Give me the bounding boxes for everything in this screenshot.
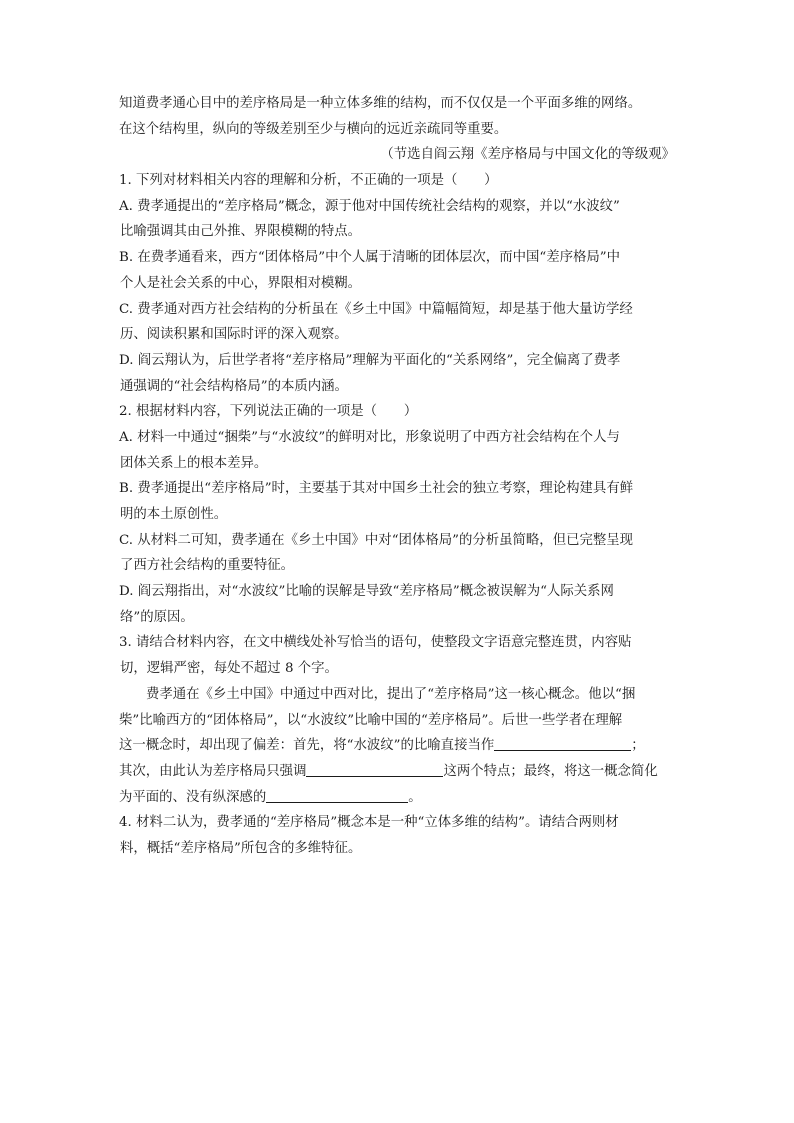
exam-page: [119, 91, 675, 862]
question-1-option-d: D. 阎云翔认为，后世学者将“差序格局”理解为平面化的“关系网络”，完全偏离了费孝: [119, 352, 621, 368]
question-2-option-b: B. 费孝通提出“差序格局”时，主要基于其对中国乡土社会的独立考察，理论构建具有鲜: [119, 481, 634, 497]
passage-text: 这一概念时，却出现了偏差：首先，将“水波纹”的比喻直接当作: [119, 738, 495, 754]
question-1-option-a: A. 费孝通提出的“差序格局”概念，源于他对中国传统社会结构的观察，并以“水波纹”: [119, 198, 620, 214]
question-3-passage-line-1: 费孝通在《乡土中国》中通过中西对比，提出了“差序格局”这一核心概念。他以“捆: [146, 686, 636, 702]
question-2-option-d: D. 阎云翔指出，对“水波纹”比喻的误解是导致“差序格局”概念被误解为“人际关系网: [119, 584, 614, 600]
intro-line-2: 在这个结构里，纵向的等级差别至少与横向的远近亲疏同等重要。: [119, 121, 508, 137]
passage-punct: 。: [408, 789, 422, 805]
question-4-stem: 4. 材料二认为，费孝通的“差序格局”概念本是一种“立体多维的结构”。请结合两则材: [119, 815, 619, 831]
question-2-option-c: C. 从材料二可知，费孝通在《乡土中国》中对“团体格局”的分析虽简略，但已完整呈现: [119, 532, 634, 548]
question-2-option-c-cont: 了西方社会结构的重要特征。: [120, 558, 295, 574]
passage-punct: ；: [631, 738, 645, 754]
passage-text: 其次，由此认为差序格局只强调: [119, 763, 307, 779]
passage-text: 这两个特点；最终，将这一概念简化: [443, 763, 658, 779]
passage-text: 为平面的、没有纵深感的: [119, 789, 267, 805]
question-1-stem: 1. 下列对材料相关内容的理解和分析，不正确的一项是（ ）: [119, 173, 498, 189]
question-2-option-b-cont: 明的本土原创性。: [120, 507, 228, 522]
question-1-option-b-cont: 个人是社会关系的中心，界限相对模糊。: [120, 275, 362, 291]
question-1-option-d-cont: 通强调的“社会结构格局”的本质内涵。: [120, 378, 348, 394]
question-1-option-b: B. 在费孝通看来，西方“团体格局”中个人属于清晰的团体层次，而中国“差序格局”中: [119, 250, 621, 266]
question-1-option-a-cont: 比喻强调其由己外推、界限模糊的特点。: [120, 224, 362, 240]
question-3-stem: 3. 请结合材料内容，在文中横线处补写恰当的语句，使整段文字语意完整连贯，内容贴: [119, 635, 632, 651]
question-3-passage-line-5: [119, 785, 675, 811]
question-2-option-d-cont: 络”的原因。: [120, 609, 194, 625]
question-3-passage-line-2: 柴”比喻西方的“团体格局”，以“水波纹”比喻中国的“差序格局”。后世一些学者在理解: [119, 712, 623, 728]
fill-blank-2[interactable]: [306, 760, 443, 777]
question-3-passage-line-3: [119, 733, 675, 759]
question-2-option-a-cont: 团体关系上的根本差异。: [120, 455, 268, 471]
question-1-option-c-cont: 历、阅读积累和国际时评的深入观察。: [120, 327, 348, 343]
question-4-stem-cont: 料，概括“差序格局”所包含的多维特征。: [120, 840, 362, 856]
intro-line-1: 知道费孝通心目中的差序格局是一种立体多维的结构，而不仅仅是一个平面多维的网络。: [119, 96, 642, 111]
question-2-option-a: A. 材料一中通过“捆柴”与“水波纹”的鲜明对比，形象说明了中西方社会结构在个人与: [119, 429, 620, 445]
question-3-stem-cont: 切，逻辑严密，每处不超过 8 个字。: [120, 661, 338, 677]
question-2-stem: 2. 根据材料内容，下列说法正确的一项是（ ）: [119, 404, 418, 420]
fill-blank-3[interactable]: [266, 786, 408, 803]
question-3-passage-line-4: [119, 759, 675, 785]
source-citation: （节选自阎云翔《差序格局与中国文化的等级观》: [380, 147, 675, 163]
question-1-option-c: C. 费孝通对西方社会结构的分析虽在《乡土中国》中篇幅简短，却是基于他大量访学经: [119, 301, 633, 317]
fill-blank-1[interactable]: [494, 734, 631, 751]
